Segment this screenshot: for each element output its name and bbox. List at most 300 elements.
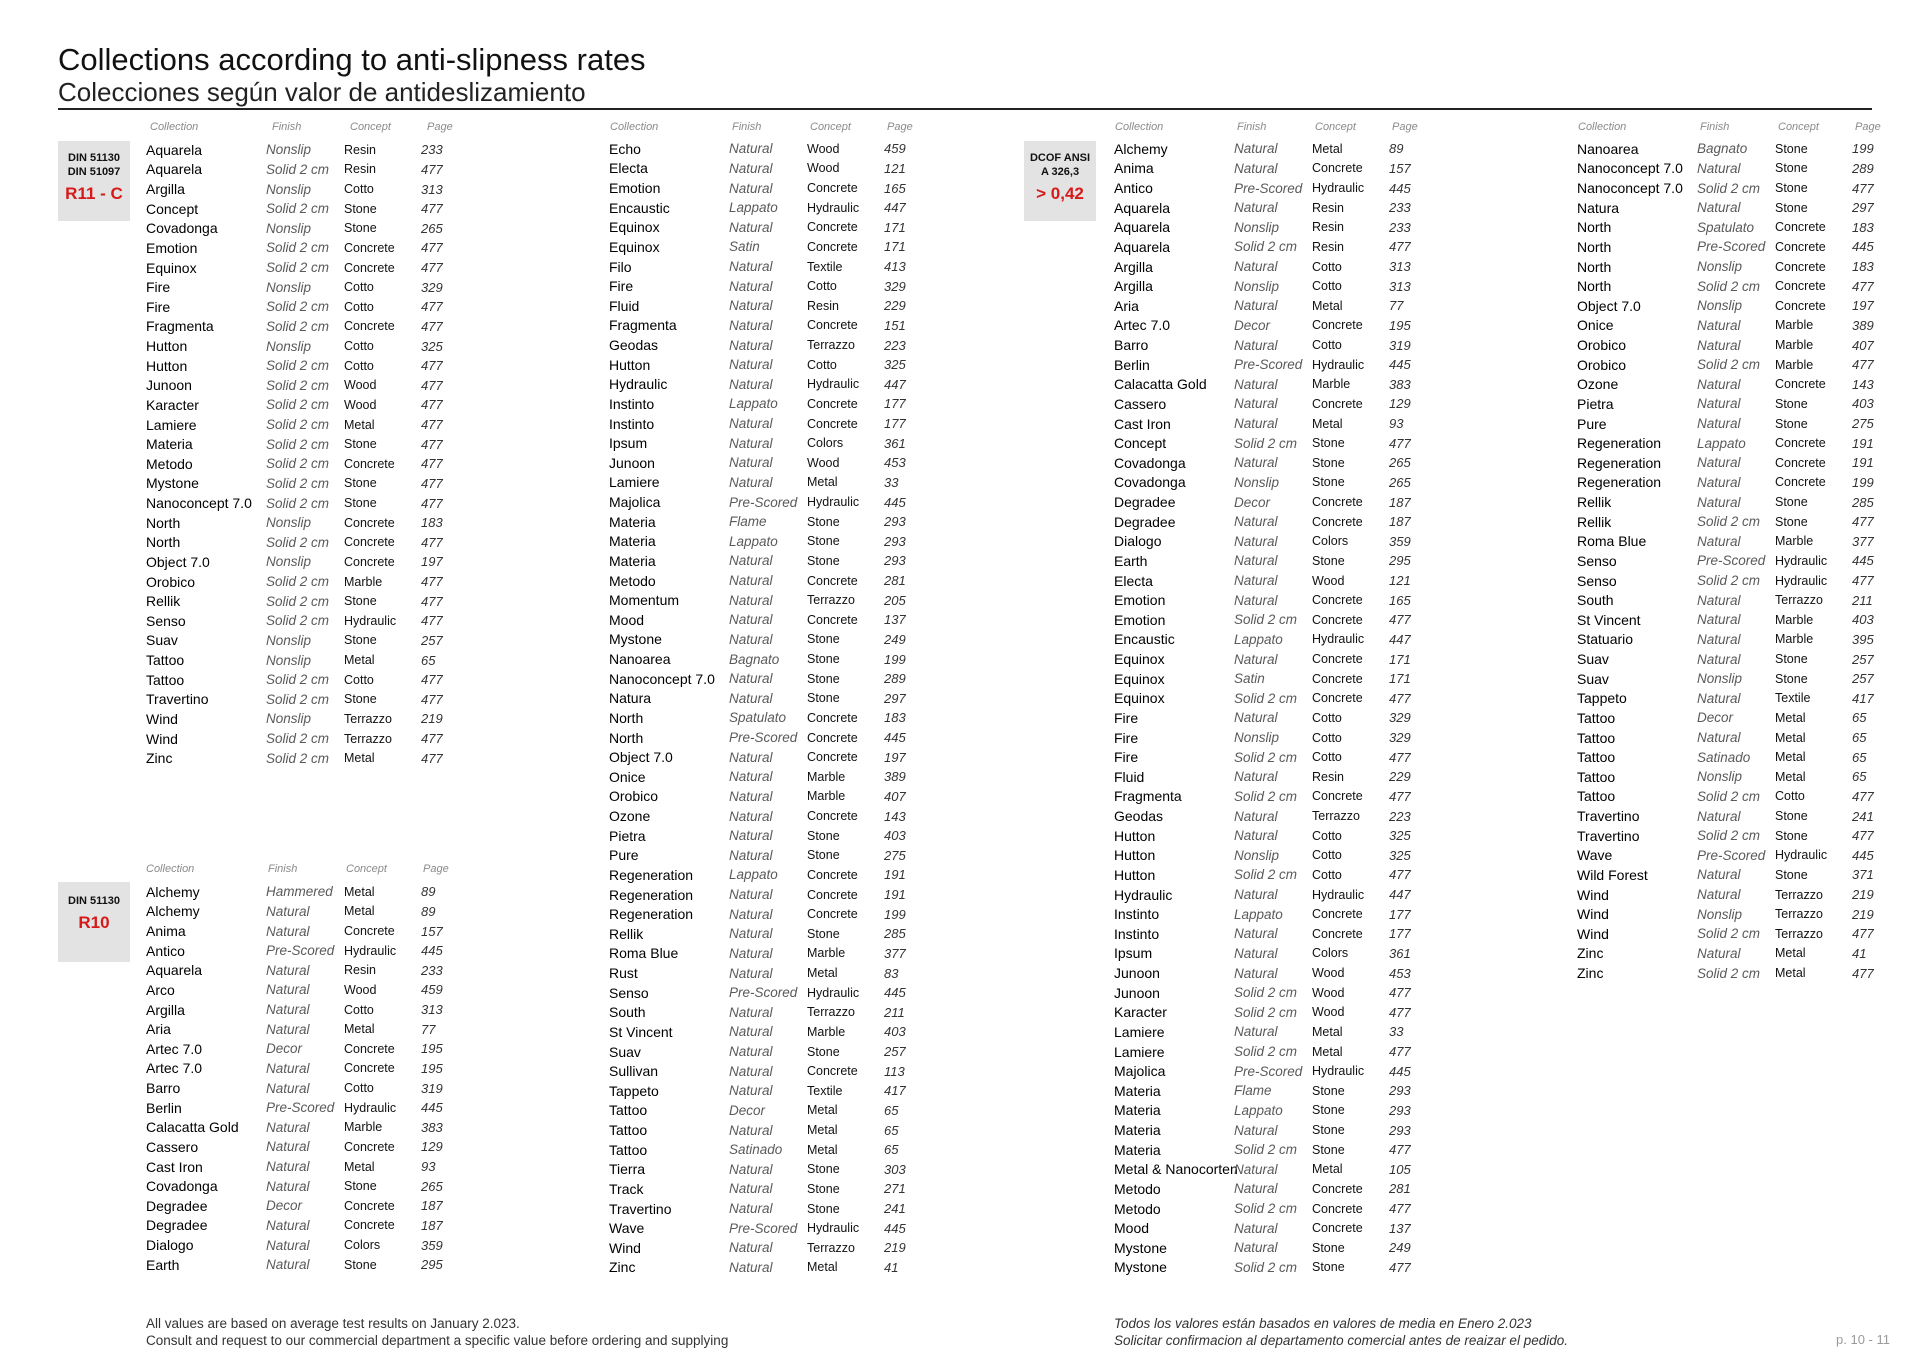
concept-value: Cotto xyxy=(807,279,837,294)
table-row xyxy=(609,571,924,591)
concept-value: Concrete xyxy=(1312,671,1363,686)
page-value: 445 xyxy=(884,985,906,1001)
finish-value: Solid 2 cm xyxy=(1234,612,1298,628)
page-value: 477 xyxy=(421,456,443,472)
table-row xyxy=(1577,963,1892,983)
finish-value: Nonslip xyxy=(1234,219,1280,235)
concept-value: Concrete xyxy=(807,396,858,411)
table-row xyxy=(146,533,461,553)
finish-value: Solid 2 cm xyxy=(1697,357,1761,373)
concept-value: Stone xyxy=(1775,809,1808,824)
page-value: 389 xyxy=(1852,317,1874,333)
concept-value: Concrete xyxy=(1312,495,1363,510)
concept-value: Marble xyxy=(1775,534,1814,549)
table-row xyxy=(609,1179,924,1199)
collection-name: Degradee xyxy=(146,1217,208,1234)
concept-value: Metal xyxy=(344,751,375,766)
page-value: 477 xyxy=(421,495,443,511)
concept-value: Stone xyxy=(807,828,840,843)
finish-value: Natural xyxy=(729,1063,773,1079)
table-row xyxy=(609,335,924,355)
finish-value: Decor xyxy=(1234,494,1271,510)
page-value: 93 xyxy=(421,1159,436,1175)
page-value: 407 xyxy=(1852,337,1874,353)
collection-name: Hutton xyxy=(146,357,188,374)
table-row xyxy=(609,747,924,767)
collection-name: Regeneration xyxy=(1577,435,1662,452)
collection-name: Aquarela xyxy=(1114,238,1171,255)
concept-value: Wood xyxy=(1312,573,1345,588)
footer-note-line: Consult and request to our commercial department a specific value before ordering and supplying xyxy=(146,1333,729,1348)
concept-value: Resin xyxy=(1312,200,1344,215)
table-row xyxy=(609,708,924,728)
collection-name: North xyxy=(146,534,181,551)
concept-value: Stone xyxy=(1775,495,1808,510)
table-row xyxy=(1577,728,1892,748)
finish-value: Nonslip xyxy=(1234,730,1280,746)
table-row xyxy=(1114,1199,1429,1219)
finish-value: Natural xyxy=(1234,416,1278,432)
table-row xyxy=(609,139,924,159)
collection-name: Electa xyxy=(1114,572,1153,589)
concept-value: Concrete xyxy=(1312,161,1363,176)
table-row xyxy=(609,944,924,964)
page-value: 281 xyxy=(1389,1181,1411,1197)
concept-value: Wood xyxy=(807,161,840,176)
finish-value: Bagnato xyxy=(1697,141,1748,157)
concept-value: Metal xyxy=(1775,946,1806,961)
page-value: 445 xyxy=(1852,847,1874,863)
title-divider xyxy=(58,108,1872,110)
page-value: 289 xyxy=(1852,160,1874,176)
finish-value: Natural xyxy=(729,474,773,490)
finish-value: Natural xyxy=(1234,514,1278,530)
collection-name: Ozone xyxy=(1577,376,1619,393)
concept-value: Concrete xyxy=(1312,926,1363,941)
collection-name: North xyxy=(1577,278,1612,295)
table-row xyxy=(609,453,924,473)
collection-name: Senso xyxy=(1577,552,1617,569)
table-row xyxy=(1114,335,1429,355)
table-row xyxy=(146,882,461,902)
collection-name: Natura xyxy=(609,690,652,707)
table-row xyxy=(146,1137,461,1157)
concept-value: Marble xyxy=(344,1120,383,1135)
table-row xyxy=(146,1157,461,1177)
finish-value: Solid 2 cm xyxy=(1234,985,1298,1001)
finish-value: Natural xyxy=(1234,141,1278,157)
finish-value: Nonslip xyxy=(266,652,312,668)
finish-value: Natural xyxy=(1697,494,1741,510)
page-value: 197 xyxy=(421,554,443,570)
finish-value: Natural xyxy=(1234,926,1278,942)
finish-value: Natural xyxy=(1697,651,1741,667)
table-row xyxy=(609,394,924,414)
page-value: 143 xyxy=(1852,376,1874,392)
page-value: 477 xyxy=(421,672,443,688)
finish-value: Natural xyxy=(1697,867,1741,883)
concept-value: Stone xyxy=(1775,161,1808,176)
collection-name: Aria xyxy=(1114,297,1139,314)
collection-name: Instinto xyxy=(609,395,655,412)
finish-value: Natural xyxy=(729,887,773,903)
collection-name: Argilla xyxy=(1114,258,1153,275)
table-row xyxy=(1577,669,1892,689)
page-value: 257 xyxy=(1852,651,1874,667)
finish-value: Natural xyxy=(729,808,773,824)
finish-value: Natural xyxy=(729,180,773,196)
table-row xyxy=(609,904,924,924)
concept-value: Stone xyxy=(807,1044,840,1059)
page-value: 275 xyxy=(884,847,906,863)
page-value: 477 xyxy=(1389,239,1411,255)
collection-name: Alchemy xyxy=(146,883,200,900)
table-row xyxy=(1577,904,1892,924)
finish-value: Decor xyxy=(266,1041,303,1057)
concept-value: Marble xyxy=(1775,338,1814,353)
header-collection: Collection xyxy=(146,863,195,875)
concept-value: Metal xyxy=(807,1123,838,1138)
table-row xyxy=(609,512,924,532)
page-value: 303 xyxy=(884,1161,906,1177)
concept-value: Concrete xyxy=(1775,239,1826,254)
collection-name: Hydraulic xyxy=(609,376,668,393)
concept-value: Concrete xyxy=(1775,220,1826,235)
table-row xyxy=(1577,649,1892,669)
concept-value: Concrete xyxy=(1312,318,1363,333)
page-value: 293 xyxy=(1389,1083,1411,1099)
table-row xyxy=(1577,885,1892,905)
finish-value: Natural xyxy=(729,1181,773,1197)
concept-value: Concrete xyxy=(344,260,395,275)
table-row xyxy=(609,1003,924,1023)
finish-value: Hammered xyxy=(266,884,333,900)
page-value: 477 xyxy=(421,358,443,374)
collection-name: Pure xyxy=(609,847,639,864)
collection-name: Instinto xyxy=(1114,925,1160,942)
table-row xyxy=(1114,1042,1429,1062)
finish-value: Natural xyxy=(1697,455,1741,471)
finish-value: Natural xyxy=(1234,376,1278,392)
collection-name: Artec 7.0 xyxy=(146,1060,203,1077)
collection-name: Ipsum xyxy=(1114,945,1153,962)
concept-value: Metal xyxy=(807,1103,838,1118)
page-value: 383 xyxy=(421,1119,443,1135)
concept-value: Hydraulic xyxy=(807,377,860,392)
page-value: 477 xyxy=(421,731,443,747)
table-row xyxy=(146,1059,461,1079)
collection-name: Tierra xyxy=(609,1161,646,1178)
page-value: 445 xyxy=(884,1220,906,1236)
table-row xyxy=(1577,708,1892,728)
concept-value: Cotto xyxy=(344,672,374,687)
concept-value: Hydraulic xyxy=(807,1221,860,1236)
table-row xyxy=(1114,296,1429,316)
finish-value: Natural xyxy=(266,1139,310,1155)
finish-value: Natural xyxy=(1234,337,1278,353)
finish-value: Lappato xyxy=(1234,631,1283,647)
page-value: 359 xyxy=(421,1237,443,1253)
concept-value: Metal xyxy=(1312,1044,1343,1059)
concept-value: Terrazzo xyxy=(1312,809,1360,824)
finish-value: Nonslip xyxy=(266,554,312,570)
table-row xyxy=(1114,1258,1429,1278)
finish-value: Pre-Scored xyxy=(266,1100,335,1116)
concept-value: Stone xyxy=(1312,475,1345,490)
concept-value: Stone xyxy=(807,514,840,529)
page-value: 445 xyxy=(1852,553,1874,569)
page-value: 297 xyxy=(884,690,906,706)
concept-value: Metal xyxy=(344,1159,375,1174)
collection-name: Fluid xyxy=(609,297,640,314)
table-row xyxy=(1114,590,1429,610)
collection-name: Junoon xyxy=(146,377,192,394)
page-value: 265 xyxy=(1389,455,1411,471)
concept-value: Concrete xyxy=(1312,396,1363,411)
collection-name: Lamiere xyxy=(1114,1043,1165,1060)
finish-value: Natural xyxy=(729,1024,773,1040)
collection-name: Wave xyxy=(609,1220,645,1237)
finish-value: Solid 2 cm xyxy=(266,750,330,766)
page-value: 191 xyxy=(884,887,906,903)
table-row xyxy=(1114,963,1429,983)
collection-name: Karacter xyxy=(146,396,199,413)
table-row xyxy=(1114,1140,1429,1160)
concept-value: Cotto xyxy=(1312,867,1342,882)
header-collection: Collection xyxy=(1578,121,1627,133)
table-row xyxy=(1114,492,1429,512)
table-row xyxy=(1577,806,1892,826)
finish-value: Natural xyxy=(1234,828,1278,844)
table-row xyxy=(609,689,924,709)
table-row xyxy=(1114,414,1429,434)
finish-value: Pre-Scored xyxy=(1234,357,1303,373)
collection-name: Materia xyxy=(1114,1102,1161,1119)
page-value: 83 xyxy=(884,965,899,981)
concept-value: Concrete xyxy=(344,240,395,255)
table-row xyxy=(146,317,461,337)
finish-value: Natural xyxy=(729,298,773,314)
finish-value: Solid 2 cm xyxy=(266,456,330,472)
concept-value: Metal xyxy=(1312,298,1343,313)
collection-name: Pure xyxy=(1577,415,1607,432)
badge-standard-2: A 326,3 xyxy=(1040,166,1080,178)
table-row xyxy=(1114,767,1429,787)
finish-value: Solid 2 cm xyxy=(1234,867,1298,883)
page-value: 445 xyxy=(1389,180,1411,196)
concept-value: Terrazzo xyxy=(807,338,855,353)
page-value: 319 xyxy=(1389,337,1411,353)
collection-name: Regeneration xyxy=(609,866,694,883)
column-headers-r10 xyxy=(146,862,463,876)
collection-name: Aquarela xyxy=(146,161,203,178)
page-value: 477 xyxy=(421,240,443,256)
concept-value: Wood xyxy=(1312,985,1345,1000)
concept-value: Concrete xyxy=(1775,475,1826,490)
concept-value: Metal xyxy=(344,884,375,899)
table-row xyxy=(1114,924,1429,944)
finish-value: Satinado xyxy=(729,1142,783,1158)
page-value: 233 xyxy=(1389,200,1411,216)
finish-value: Natural xyxy=(1234,1220,1278,1236)
collection-name: Hutton xyxy=(609,356,651,373)
table-row xyxy=(146,356,461,376)
finish-value: Nonslip xyxy=(266,711,312,727)
table-row xyxy=(146,336,461,356)
table-row xyxy=(146,199,461,219)
concept-value: Terrazzo xyxy=(1775,593,1823,608)
table-row xyxy=(609,610,924,630)
page-value: 477 xyxy=(421,475,443,491)
table-row xyxy=(146,415,461,435)
collection-name: Arco xyxy=(146,981,175,998)
collection-name: Alchemy xyxy=(146,903,200,920)
collection-name: Wind xyxy=(146,710,178,727)
collection-name: St Vincent xyxy=(1577,611,1641,628)
table-row xyxy=(1114,944,1429,964)
collection-name: Tattoo xyxy=(1577,788,1616,805)
table-row xyxy=(146,729,461,749)
concept-value: Resin xyxy=(344,963,376,978)
table-row xyxy=(1577,355,1892,375)
table-row xyxy=(146,1000,461,1020)
table-row xyxy=(1577,296,1892,316)
page-value: 65 xyxy=(421,652,436,668)
finish-value: Natural xyxy=(729,1201,773,1217)
concept-value: Resin xyxy=(1312,239,1344,254)
page-value: 295 xyxy=(1389,553,1411,569)
concept-value: Textile xyxy=(1775,691,1811,706)
table-row xyxy=(609,257,924,277)
concept-value: Stone xyxy=(1775,514,1808,529)
page-value: 143 xyxy=(884,808,906,824)
finish-value: Natural xyxy=(729,612,773,628)
finish-value: Spatulato xyxy=(729,710,787,726)
collection-name: Electa xyxy=(609,160,648,177)
page-value: 199 xyxy=(1852,474,1874,490)
concept-value: Marble xyxy=(344,574,383,589)
finish-value: Pre-Scored xyxy=(1234,1063,1303,1079)
finish-value: Solid 2 cm xyxy=(266,691,330,707)
header-collection: Collection xyxy=(1115,121,1164,133)
table-row xyxy=(609,1258,924,1278)
concept-value: Resin xyxy=(1312,220,1344,235)
collection-name: Statuario xyxy=(1577,631,1634,648)
collection-name: Tappeto xyxy=(609,1082,659,1099)
page-value: 41 xyxy=(1852,945,1867,961)
table-row xyxy=(609,198,924,218)
table-row xyxy=(146,980,461,1000)
concept-value: Stone xyxy=(1775,200,1808,215)
concept-value: Cotto xyxy=(1775,789,1805,804)
finish-value: Solid 2 cm xyxy=(1234,435,1298,451)
table-row xyxy=(146,1235,461,1255)
collection-name: Orobico xyxy=(146,573,196,590)
page-value: 285 xyxy=(1852,494,1874,510)
dcof-collections-table-continued xyxy=(1577,139,1892,983)
finish-value: Nonslip xyxy=(1234,278,1280,294)
collection-name: Barro xyxy=(146,1080,181,1097)
table-row xyxy=(1577,453,1892,473)
concept-value: Concrete xyxy=(807,809,858,824)
page-value: 199 xyxy=(1852,141,1874,157)
page-value: 65 xyxy=(884,1122,899,1138)
concept-value: Stone xyxy=(807,652,840,667)
collection-name: Calacatta Gold xyxy=(146,1119,239,1136)
concept-value: Concrete xyxy=(1775,455,1826,470)
concept-value: Metal xyxy=(1775,769,1806,784)
finish-value: Lappato xyxy=(1697,435,1746,451)
concept-value: Stone xyxy=(807,1162,840,1177)
header-concept: Concept xyxy=(1315,121,1356,133)
finish-value: Natural xyxy=(1234,1240,1278,1256)
finish-value: Natural xyxy=(1234,965,1278,981)
page-value: 445 xyxy=(1389,1063,1411,1079)
r11-collections-table xyxy=(146,140,461,768)
page-value: 453 xyxy=(1389,965,1411,981)
collection-name: Travertino xyxy=(1577,827,1640,844)
collection-name: North xyxy=(1577,238,1612,255)
collection-name: Travertino xyxy=(1577,808,1640,825)
collection-name: Senso xyxy=(609,984,649,1001)
table-row xyxy=(1577,689,1892,709)
finish-value: Natural xyxy=(1697,533,1741,549)
finish-value: Nonslip xyxy=(1697,769,1743,785)
collection-name: Nanoconcept 7.0 xyxy=(146,495,252,512)
table-row xyxy=(1114,355,1429,375)
finish-value: Natural xyxy=(266,903,310,919)
concept-value: Stone xyxy=(1775,416,1808,431)
table-row xyxy=(1114,512,1429,532)
finish-value: Solid 2 cm xyxy=(1234,690,1298,706)
concept-value: Concrete xyxy=(807,181,858,196)
concept-value: Concrete xyxy=(807,612,858,627)
concept-value: Cotto xyxy=(344,358,374,373)
finish-value: Natural xyxy=(729,1161,773,1177)
page-value: 89 xyxy=(421,884,436,900)
concept-value: Cotto xyxy=(1312,750,1342,765)
concept-value: Terrazzo xyxy=(344,731,392,746)
finish-value: Solid 2 cm xyxy=(266,574,330,590)
table-row xyxy=(609,826,924,846)
finish-value: Natural xyxy=(1697,416,1741,432)
concept-value: Wood xyxy=(1312,966,1345,981)
concept-value: Stone xyxy=(1312,1083,1345,1098)
collection-name: Materia xyxy=(609,513,656,530)
collection-name: Nanoarea xyxy=(1577,140,1639,157)
concept-value: Concrete xyxy=(807,573,858,588)
table-row xyxy=(1577,335,1892,355)
page-value: 65 xyxy=(884,1142,899,1158)
finish-value: Decor xyxy=(1697,710,1734,726)
finish-value: Nonslip xyxy=(266,279,312,295)
concept-value: Stone xyxy=(807,848,840,863)
concept-value: Marble xyxy=(807,946,846,961)
page-value: 177 xyxy=(1389,926,1411,942)
concept-value: Concrete xyxy=(344,319,395,334)
page-value: 453 xyxy=(884,455,906,471)
footer-note-line: All values are based on average test results on January 2.023. xyxy=(146,1316,520,1331)
finish-value: Natural xyxy=(266,1021,310,1037)
collection-name: Fire xyxy=(146,279,171,296)
concept-value: Concrete xyxy=(807,710,858,725)
concept-value: Hydraulic xyxy=(344,613,397,628)
table-row xyxy=(146,1176,461,1196)
table-row xyxy=(609,767,924,787)
table-row xyxy=(146,631,461,651)
page-value: 447 xyxy=(884,376,906,392)
concept-value: Cotto xyxy=(344,280,374,295)
